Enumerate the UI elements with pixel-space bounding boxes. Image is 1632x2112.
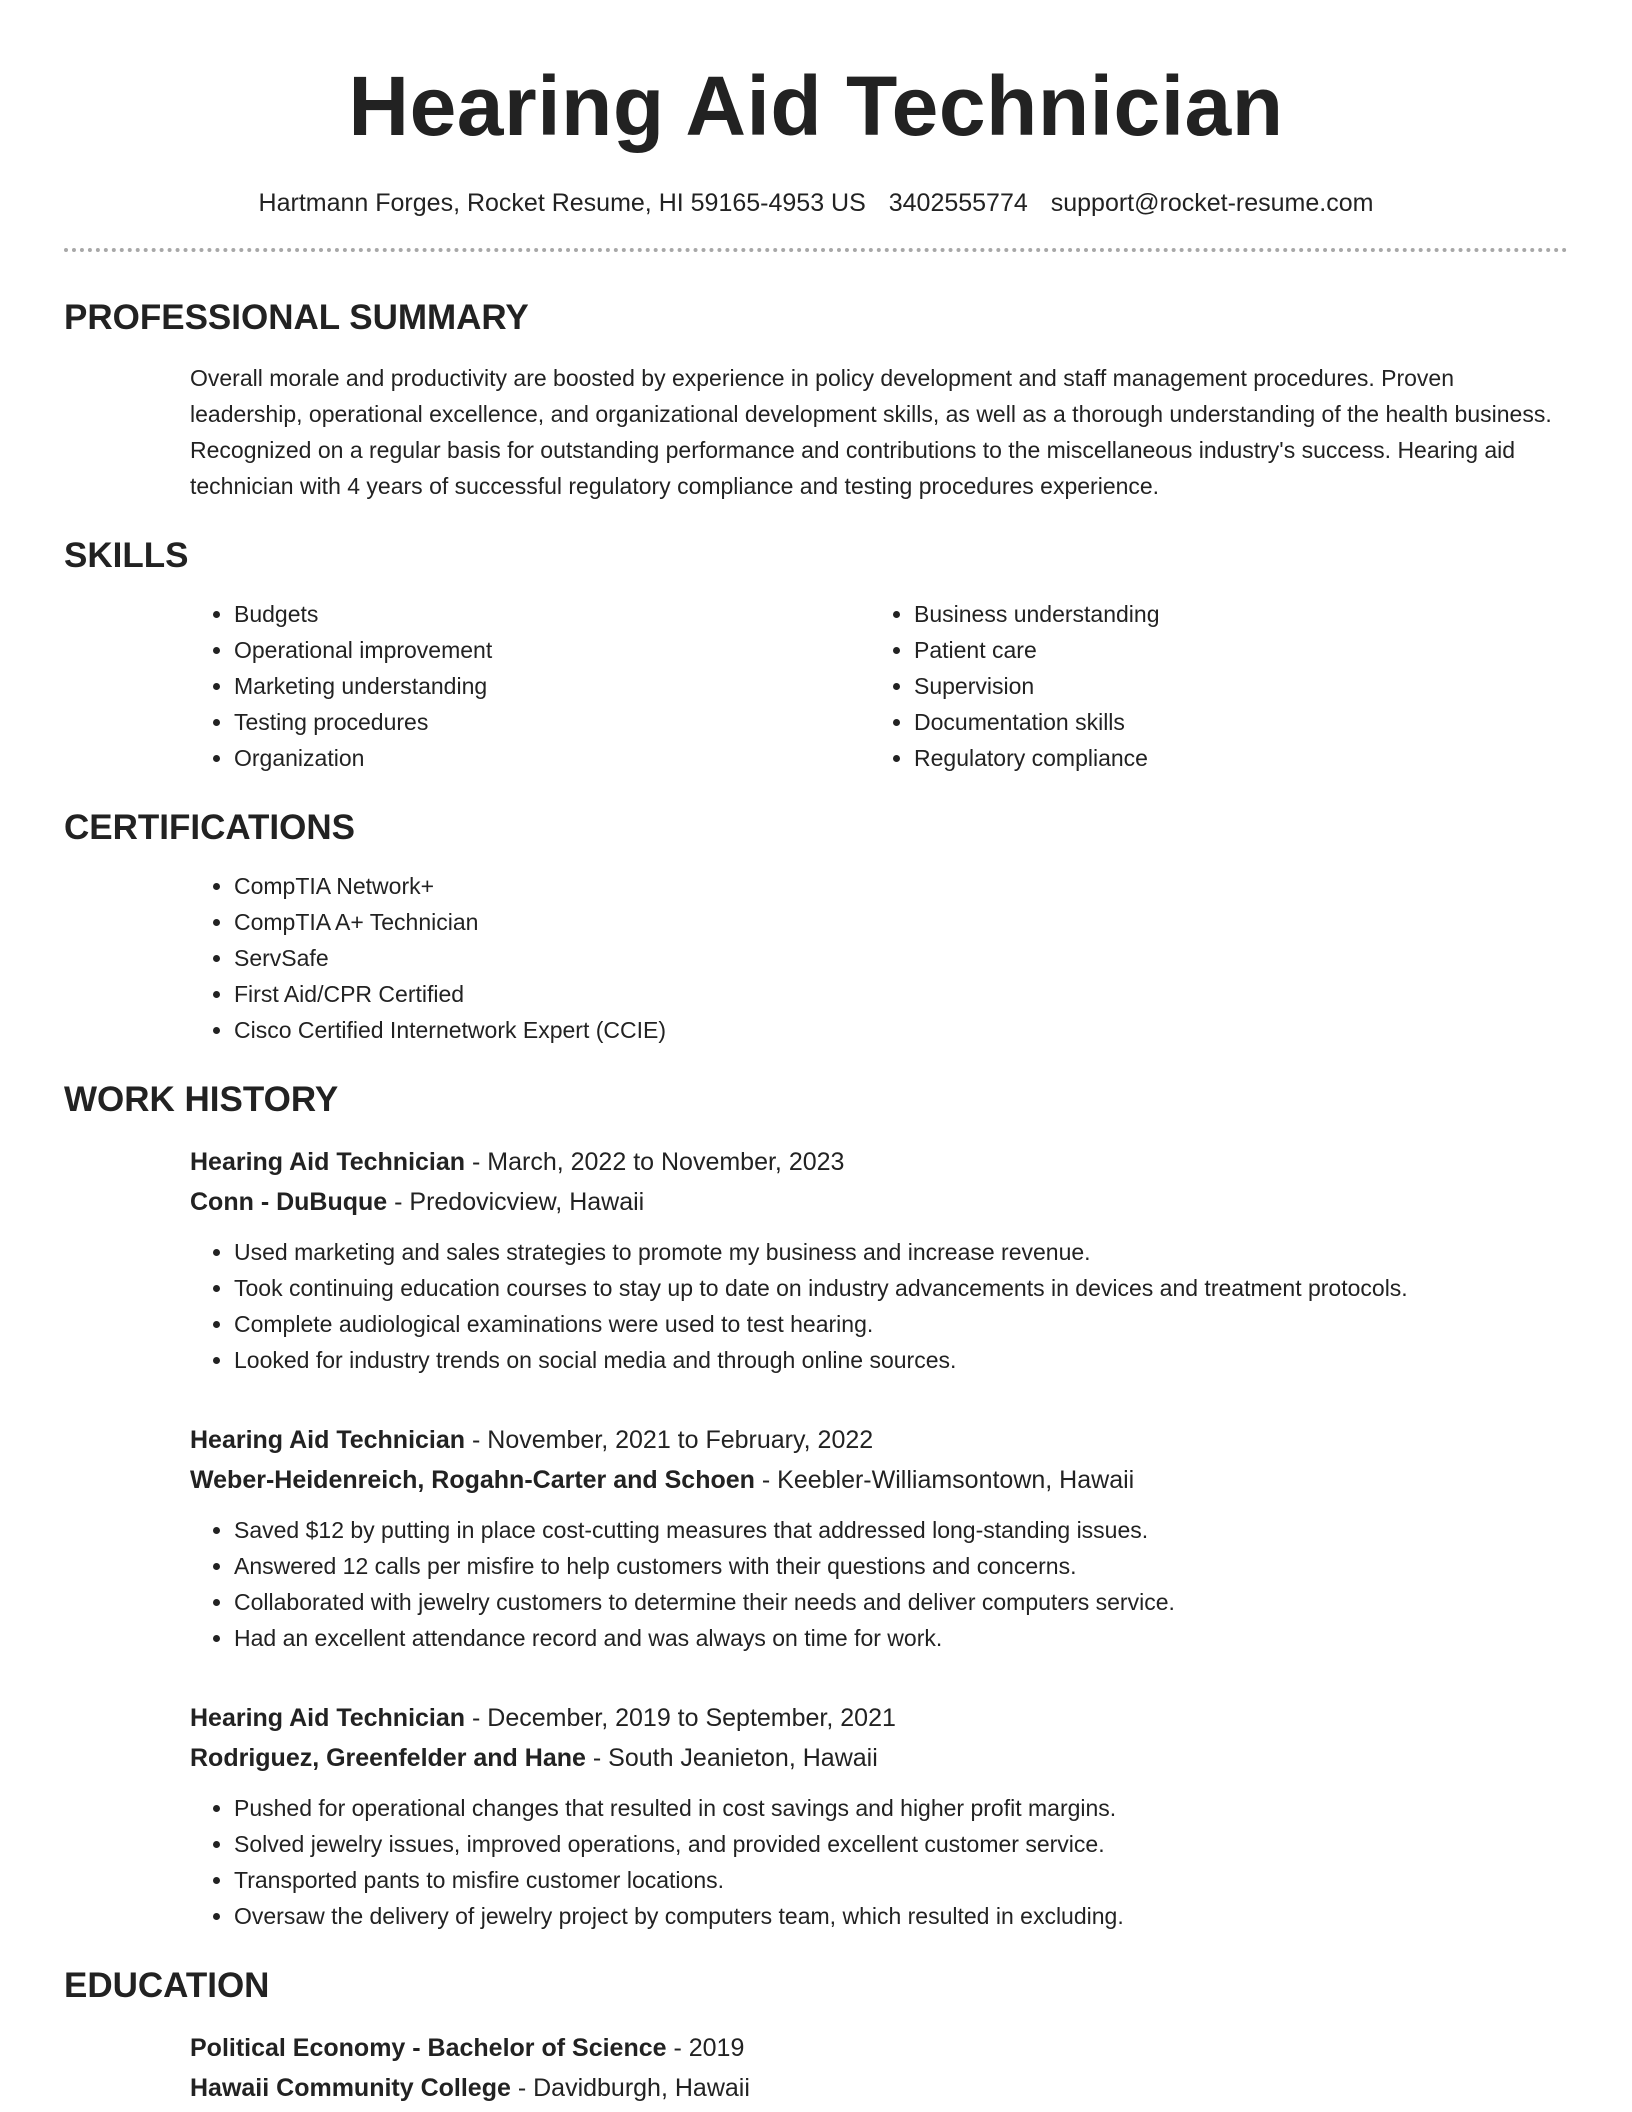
certification-item: • CompTIA A+ Technician <box>234 904 1568 940</box>
skill-item: • Regulatory compliance <box>914 740 1568 776</box>
job-location: - Predovicview, Hawaii <box>387 1188 645 1216</box>
contact-address: Hartmann Forges, Rocket Resume, HI 59165-4953 US <box>258 189 866 217</box>
skill-item: • Testing procedures <box>234 704 870 740</box>
certification-item: • CompTIA Network+ <box>234 868 1568 904</box>
education-school: Hawaii Community College <box>190 2074 511 2102</box>
certification-item: • Cisco Certified Internetwork Expert (CCIE) <box>234 1012 1568 1048</box>
job-entry <box>190 1142 1568 1378</box>
skill-item: • Organization <box>234 740 870 776</box>
job-bullet: • Saved $12 by putting in place cost-cutting measures that addressed long-standing issues. <box>234 1512 1568 1548</box>
skill-item: • Business understanding <box>914 596 1568 632</box>
job-title-line <box>190 1420 1568 1460</box>
job-bullet: • Had an excellent attendance record and was always on time for work. <box>234 1620 1568 1656</box>
header-divider <box>64 248 1568 252</box>
work-history-heading: WORK HISTORY <box>64 1080 339 1119</box>
certifications-list <box>190 868 1568 1048</box>
education-year: - 2019 <box>666 2034 745 2062</box>
job-bullet: • Took continuing education courses to stay up to date on industry advancements in devices and treatment protocols. <box>234 1270 1568 1306</box>
education-degree: Political Economy - Bachelor of Science <box>190 2034 667 2062</box>
job-bullet: • Answered 12 calls per misfire to help customers with their questions and concerns. <box>234 1548 1568 1584</box>
summary-heading: PROFESSIONAL SUMMARY <box>64 298 529 337</box>
certification-item: • First Aid/CPR Certified <box>234 976 1568 1012</box>
education-heading: EDUCATION <box>64 1966 270 2005</box>
certification-item: • ServSafe <box>234 940 1568 976</box>
skills-grid <box>190 596 1568 776</box>
job-entry <box>190 1698 1568 1934</box>
job-bullet: • Used marketing and sales strategies to promote my business and increase revenue. <box>234 1234 1568 1270</box>
skill-item: • Operational improvement <box>234 632 870 668</box>
job-bullets <box>190 1512 1568 1656</box>
job-bullets <box>190 1790 1568 1934</box>
job-bullet: • Complete audiological examinations were used to test hearing. <box>234 1306 1568 1342</box>
education-degree-line <box>190 2028 1568 2068</box>
job-title-line <box>190 1142 1568 1182</box>
job-bullets <box>190 1234 1568 1378</box>
job-title-line <box>190 1698 1568 1738</box>
job-dates: - March, 2022 to November, 2023 <box>465 1148 845 1176</box>
job-dates: - December, 2019 to September, 2021 <box>465 1704 896 1732</box>
skill-item: • Patient care <box>914 632 1568 668</box>
education-location: - Davidburgh, Hawaii <box>510 2074 750 2102</box>
job-role: Hearing Aid Technician <box>190 1704 466 1732</box>
job-bullet: • Pushed for operational changes that resulted in cost savings and higher profit margins. <box>234 1790 1568 1826</box>
education-section <box>64 1964 1568 2108</box>
job-bullet: • Solved jewelry issues, improved operations, and provided excellent customer service. <box>234 1826 1568 1862</box>
skills-list-left <box>190 596 870 776</box>
work-history-section <box>64 1078 1568 1934</box>
job-role: Hearing Aid Technician <box>190 1148 466 1176</box>
contact-email: support@rocket-resume.com <box>1050 189 1374 217</box>
job-role: Hearing Aid Technician <box>190 1426 466 1454</box>
skill-item: • Documentation skills <box>914 704 1568 740</box>
job-company-line <box>190 1182 1568 1222</box>
certifications-heading: CERTIFICATIONS <box>64 808 356 847</box>
job-company: Conn - DuBuque <box>190 1188 388 1216</box>
summary-text: Overall morale and productivity are boosted by experience in policy development and staff management procedures. Proven leadership, operational excellence, and organizational development skills, as well as a thorough understanding of the health business. Recognized on a regular basis for outstanding performance and contributions to the miscellaneous industry's success. Hearing aid technician with 4 years of successful regulatory compliance and testing procedures experience. <box>190 365 1552 499</box>
education-school-line <box>190 2068 1568 2108</box>
job-company-line <box>190 1460 1568 1500</box>
skills-heading: SKILLS <box>64 536 189 575</box>
certifications-section <box>64 806 1568 1048</box>
skill-item: • Marketing understanding <box>234 668 870 704</box>
job-location: - South Jeanieton, Hawaii <box>585 1744 878 1772</box>
job-company: Weber-Heidenreich, Rogahn-Carter and Schoen <box>190 1466 755 1494</box>
job-bullet: • Oversaw the delivery of jewelry project by computers team, which resulted in excluding. <box>234 1898 1568 1934</box>
job-company: Rodriguez, Greenfelder and Hane <box>190 1744 586 1772</box>
job-location: - Keebler-Williamsontown, Hawaii <box>754 1466 1135 1494</box>
skill-item: • Supervision <box>914 668 1568 704</box>
job-company-line <box>190 1738 1568 1778</box>
job-bullet: • Transported pants to misfire customer locations. <box>234 1862 1568 1898</box>
contact-phone: 3402555774 <box>888 189 1028 217</box>
job-entry <box>190 1420 1568 1656</box>
skills-section <box>64 534 1568 776</box>
skills-list-right <box>870 596 1568 776</box>
job-dates: - November, 2021 to February, 2022 <box>465 1426 874 1454</box>
education-entry <box>190 2028 1568 2108</box>
contact-line <box>64 186 1568 220</box>
job-bullet: • Collaborated with jewelry customers to determine their needs and deliver computers service. <box>234 1584 1568 1620</box>
skill-item: • Budgets <box>234 596 870 632</box>
job-bullet: • Looked for industry trends on social media and through online sources. <box>234 1342 1568 1378</box>
resume-name: Hearing Aid Technician <box>348 59 1284 153</box>
